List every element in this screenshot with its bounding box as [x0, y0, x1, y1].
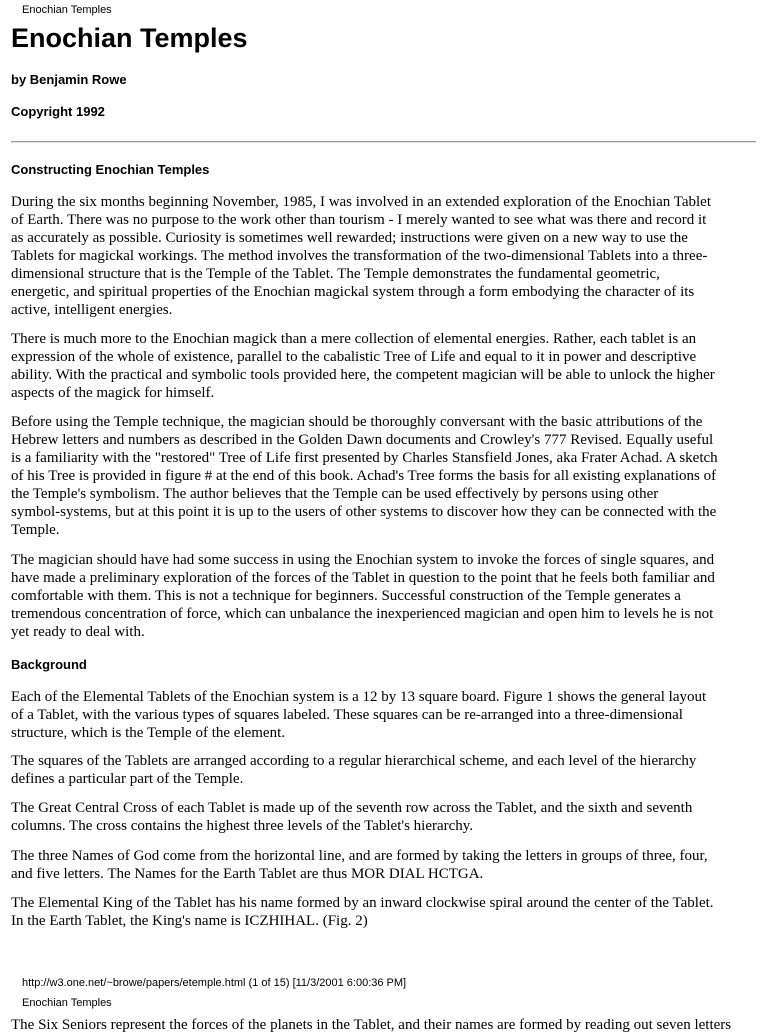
text-line: comfortable with them. This is not a technique for beginners. Successful construction of the Temple generates a — [11, 588, 681, 604]
text-line: dimensional structure that is the Temple of the Tablet. The Temple demonstrates the fundamental geometric, — [11, 266, 660, 282]
text-line: as accurately as possible. Curiosity is sometimes well rewarded; instructions were given on a new way to use the — [11, 230, 688, 246]
text-line: of his Tree is provided in figure # at the end of this book. Achad's Tree forms the basis for all existing explanations of — [11, 468, 717, 484]
paragraph — [11, 799, 761, 835]
text-line: expression of the whole of existence, parallel to the cabalistic Tree of Life and equal to it in power and descriptive — [11, 349, 697, 365]
text-line: columns. The cross contains the highest three levels of the Tablet's hierarchy. — [11, 818, 474, 834]
text-line: the Temple's symbolism. The author believes that the Temple can be used effectively by persons using other — [11, 486, 659, 502]
page-title: Enochian Temples — [11, 23, 248, 53]
paragraph — [11, 330, 761, 402]
running-header: Enochian Temples — [22, 4, 112, 16]
section-heading-constructing: Constructing Enochian Temples — [11, 162, 210, 177]
text-line: The three Names of God come from the horizontal line, and are formed by taking the letters in groups of three, four, — [11, 848, 708, 864]
next-page-partial-line: The Six Seniors represent the forces of the planets in the Tablet, and their names are formed by reading out seven letters — [11, 1017, 732, 1033]
text-line: Before using the Temple technique, the magician should be thoroughly conversant with the basic attributions of the — [11, 414, 703, 430]
copyright-notice: Copyright 1992 — [11, 104, 105, 119]
paragraph — [11, 413, 761, 539]
text-line: of Earth. There was no purpose to the work other than tourism - I merely wanted to see what was there and record it — [11, 212, 707, 228]
section-heading-background: Background — [11, 657, 87, 672]
paragraph — [11, 752, 761, 788]
paragraph — [11, 551, 761, 641]
paragraph — [11, 894, 761, 930]
text-line: energetic, and spiritual properties of the Enochian magickal system through a form embodying the character of its — [11, 284, 695, 300]
text-line: The Elemental King of the Tablet has his name formed by an inward clockwise spiral around the center of the Tablet. — [11, 895, 714, 911]
text-line: tremendous concentration of force, which can unbalance the inexperienced magician and open him to levels he is not — [11, 606, 714, 622]
text-line: There is much more to the Enochian magick than a mere collection of elemental energies. Rather, each tablet is an — [11, 331, 697, 347]
text-line: defines a particular part of the Temple. — [11, 771, 244, 787]
text-line: ability. With the practical and symbolic tools provided here, the competent magician will be able to unlock the higher — [11, 367, 715, 383]
text-line: is a familiarity with the "restored" Tree of Life first presented by Charles Stansfield Jones, aka Frater Achad. A sketch — [11, 450, 718, 466]
text-line: Temple. — [11, 522, 60, 538]
text-line: aspects of the magick for himself. — [11, 385, 215, 401]
print-footer-url: http://w3.one.net/~browe/papers/etemple.html (1 of 15) [11/3/2001 6:00:36 PM] — [22, 977, 407, 989]
text-line: have made a preliminary exploration of the forces of the Tablet in question to the point that he feels both familiar and — [11, 570, 715, 586]
text-line: The magician should have had some success in using the Enochian system to invoke the forces of single squares, and — [11, 552, 715, 568]
text-line: structure, which is the Temple of the element. — [11, 725, 286, 741]
horizontal-divider — [11, 141, 756, 143]
text-line: Tablets for magickal workings. The method involves the transformation of the two-dimensional Tablets into a three- — [11, 248, 708, 264]
text-line: The Great Central Cross of each Tablet is made up of the seventh row across the Tablet, and the sixth and seventh — [11, 800, 693, 816]
next-page-running-header: Enochian Temples — [22, 997, 112, 1009]
text-line: symbol-systems, but at this point it is up to the users of other systems to discover how they can be connected with the — [11, 504, 717, 520]
author-byline: by Benjamin Rowe — [11, 72, 127, 87]
paragraph — [11, 193, 761, 319]
paragraph — [11, 847, 761, 883]
text-line: and five letters. The Names for the Earth Tablet are thus MOR DIAL HCTGA. — [11, 866, 484, 882]
text-line: During the six months beginning November, 1985, I was involved in an extended exploration of the Enochian Tablet — [11, 194, 712, 210]
text-line: Hebrew letters and numbers as described in the Golden Dawn documents and Crowley's 777 Revised. Equally useful — [11, 432, 714, 448]
text-line: The squares of the Tablets are arranged according to a regular hierarchical scheme, and each level of the hierarchy — [11, 753, 697, 769]
text-line: In the Earth Tablet, the King's name is ICZHIHAL. (Fig. 2) — [11, 913, 368, 929]
text-line: Each of the Elemental Tablets of the Enochian system is a 12 by 13 square board. Figure 1 shows the general layout — [11, 689, 707, 705]
text-line: active, intelligent energies. — [11, 302, 173, 318]
text-line: yet ready to deal with. — [11, 624, 145, 640]
text-line: of a Tablet, with the various types of squares labeled. These squares can be re-arranged into a three-dimensional — [11, 707, 683, 723]
paragraph — [11, 688, 761, 742]
